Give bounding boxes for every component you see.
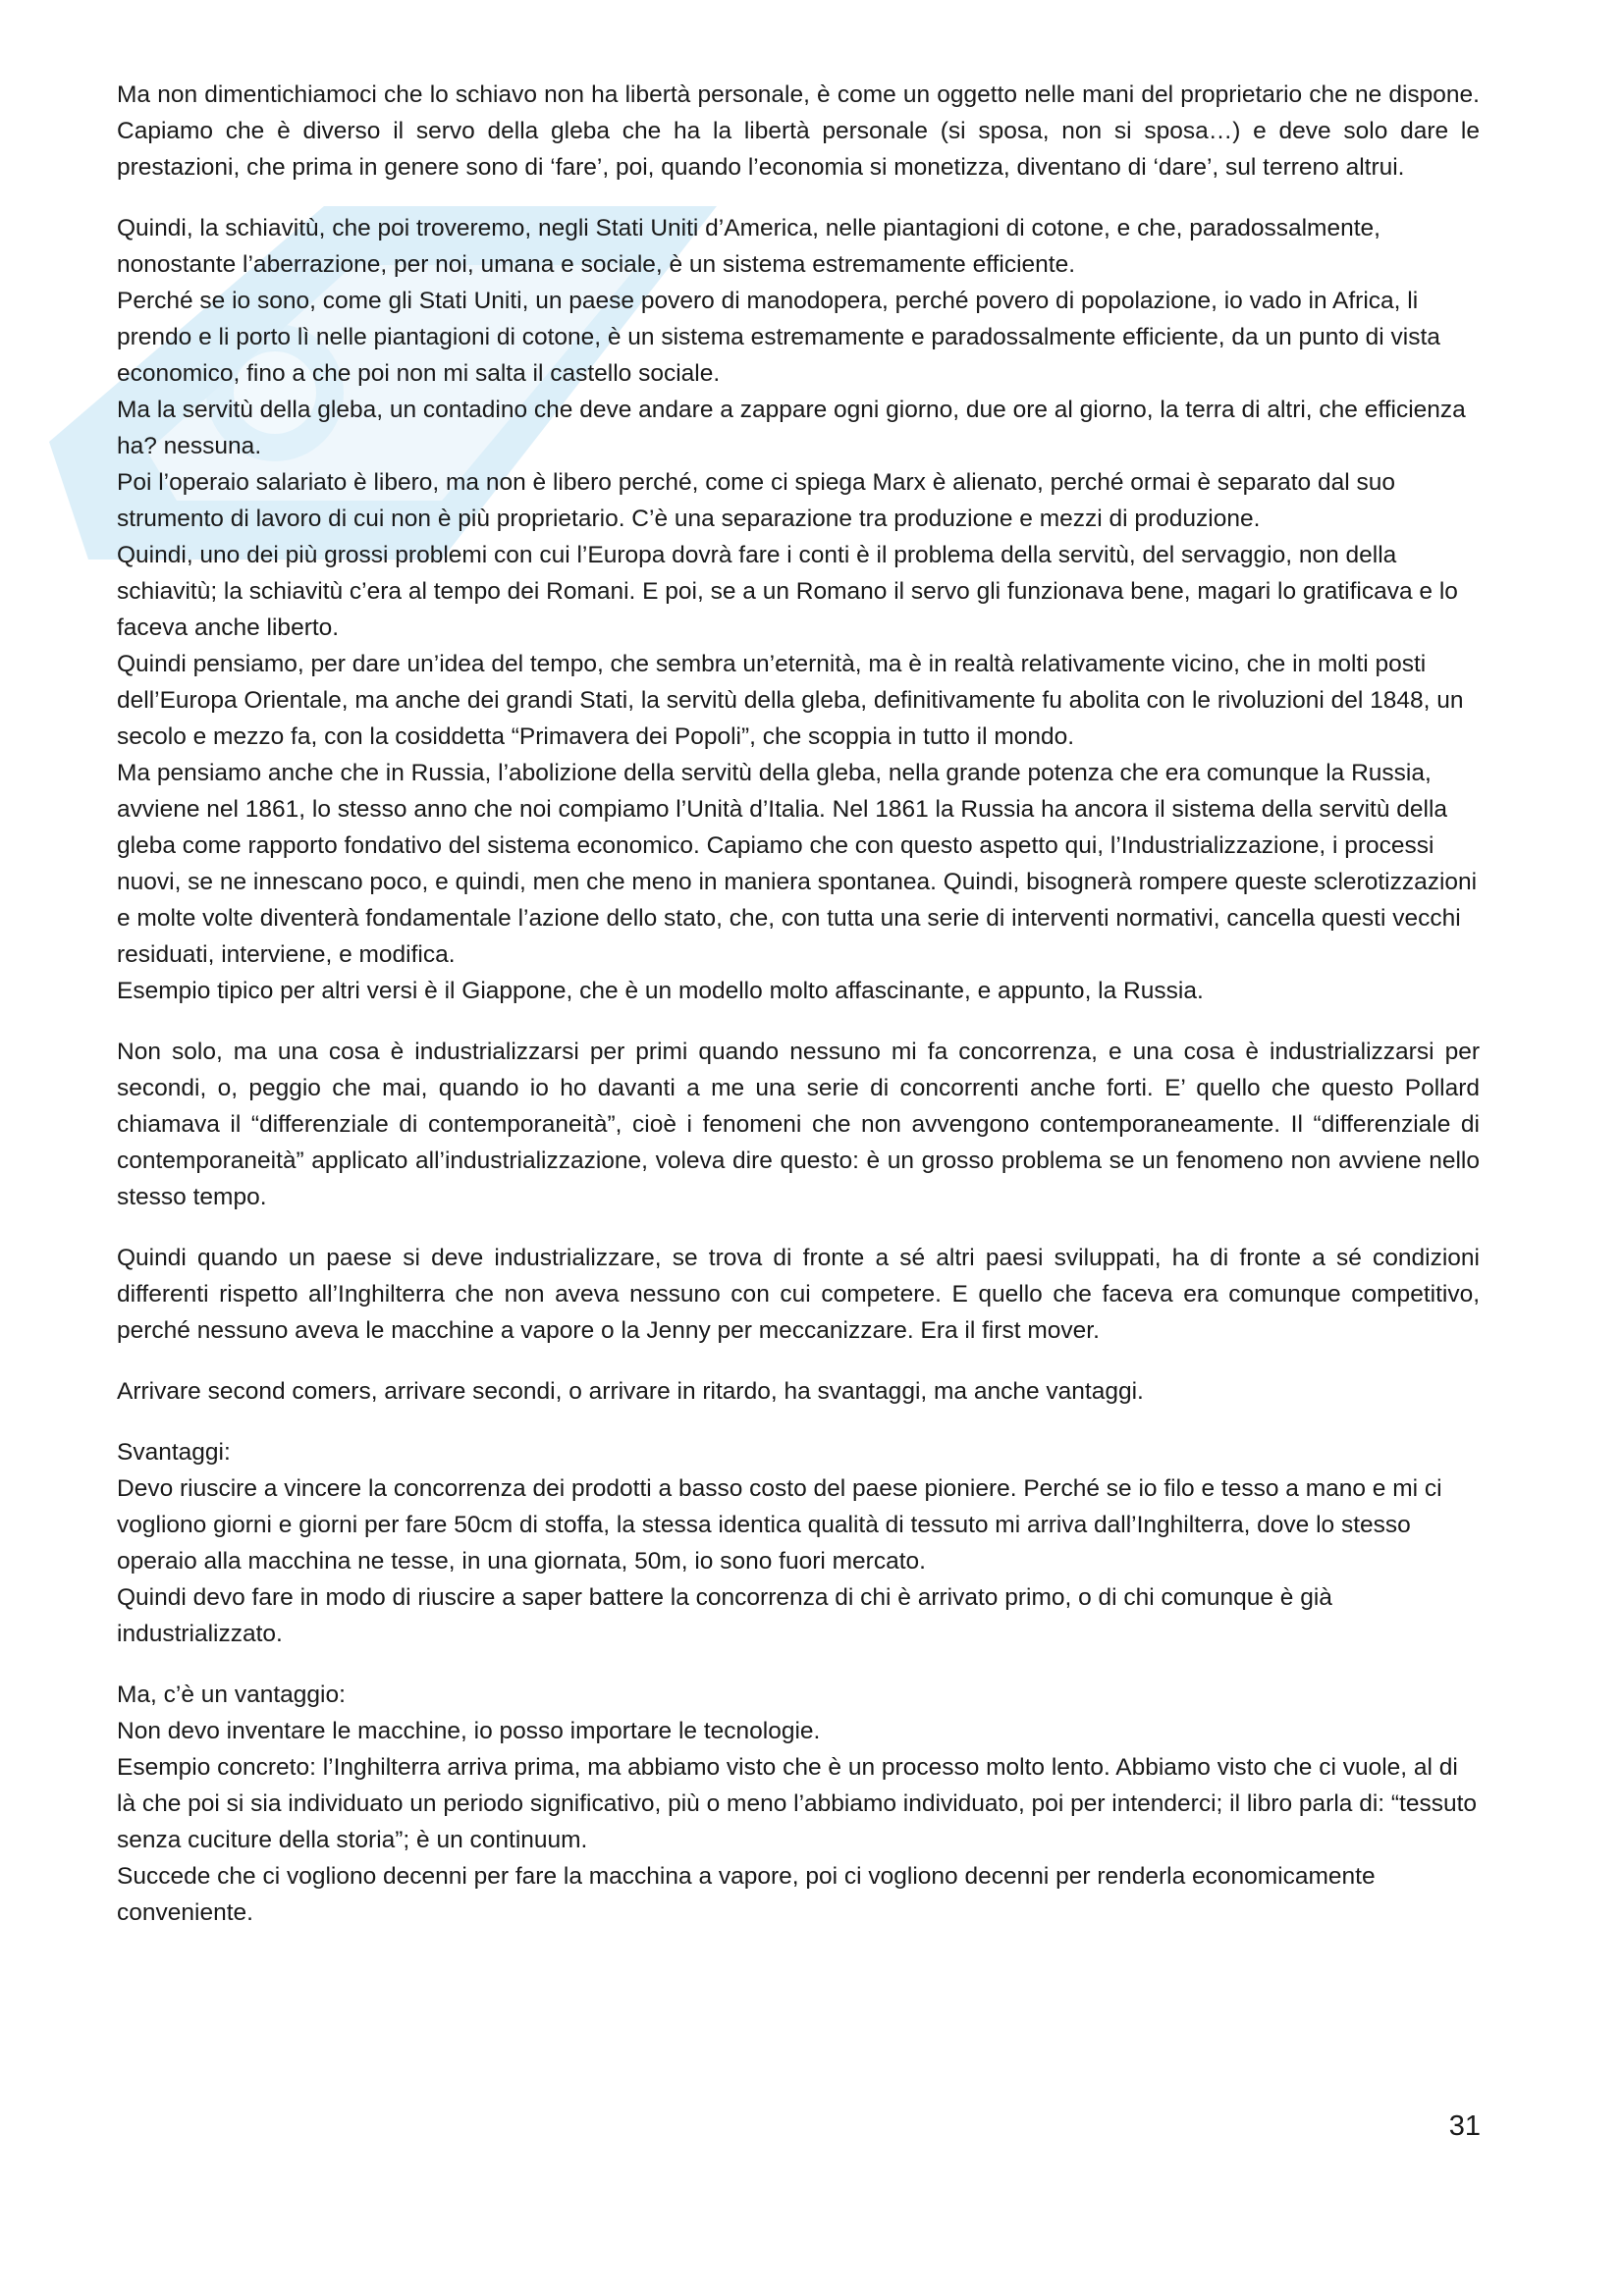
text-paragraph: Succede che ci vogliono decenni per fare la macchina a vapore, poi ci vogliono decenni per renderla economicamente conveniente. [117, 1863, 1376, 1926]
text-paragraph: Quindi quando un paese si deve industrializzare, se trova di fronte a sé altri paesi sviluppati, ha di fronte a sé condizioni differenti rispetto all’Inghilterra che non aveva nessuno con cui competere. E quello che faceva era comunque competitivo, perché nessuno aveva le macchine a vapore o la Jenny per meccanizzare. Era il first mover. [117, 1245, 1480, 1344]
paragraph-differenziale [117, 1034, 1480, 1215]
paragraph-schiavo [117, 77, 1480, 186]
paragraph-first-mover [117, 1240, 1480, 1349]
section-svantaggi [117, 1434, 1480, 1652]
text-paragraph: Quindi, la schiavitù, che poi troveremo, negli Stati Uniti d’America, nelle piantagioni di cotone, e che, paradossalmente, nonostante l’aberrazione, per noi, umana e sociale, è un sistema estremamente efficiente. [117, 215, 1380, 278]
text-paragraph: Esempio concreto: l’Inghilterra arriva prima, ma abbiamo visto che è un processo molto lento. Abbiamo visto che ci vuole, al di là che poi si sia individuato un periodo significativo, più o meno l’abbiamo individuato, poi per intenderci; il libro parla di: “tessuto senza cuciture della storia”; è un continuum. [117, 1754, 1478, 1853]
section-vantaggio [117, 1677, 1480, 1931]
text-paragraph: Devo riuscire a vincere la concorrenza dei prodotti a basso costo del paese pioniere. Perché se io filo e tesso a mano e mi ci vogliono giorni e giorni per fare 50cm di stoffa, la stessa identica qualità di tessuto mi arriva dall’Inghilterra, dove lo stesso operaio alla macchina ne tesse, in una giornata, 50m, io sono fuori mercato. [117, 1475, 1442, 1575]
paragraph-group-servitu [117, 210, 1480, 1009]
text-paragraph: Ma non dimentichiamoci che lo schiavo non ha libertà personale, è come un oggetto nelle mani del proprietario che ne dispone. Capiamo che è diverso il servo della gleba che ha la libertà personale (si sposa, non si sposa…) e deve solo dare le prestazioni, che prima in genere sono di ‘fare’, poi, quando l’economia si monetizza, diventano di ‘dare’, sul terreno altrui. [117, 81, 1480, 181]
text-paragraph: Quindi, uno dei più grossi problemi con cui l’Europa dovrà fare i conti è il problema della servitù, del servaggio, non della schiavitù; la schiavitù c’era al tempo dei Romani. E poi, se a un Romano il servo gli funzionava bene, magari lo gratificava e lo faceva anche liberto. [117, 542, 1458, 641]
text-paragraph: Non devo inventare le macchine, io posso importare le tecnologie. [117, 1718, 821, 1744]
document-body [117, 77, 1480, 1955]
section-heading: Ma, c’è un vantaggio: [117, 1682, 346, 1708]
text-paragraph: Perché se io sono, come gli Stati Uniti, un paese povero di manodopera, perché povero di popolazione, io vado in Africa, li prendo e li porto lì nelle piantagioni di cotone, è un sistema estremamente e paradossalmente efficiente, da un punto di vista economico, fino a che poi non mi salta il castello sociale. [117, 288, 1440, 387]
section-heading: Svantaggi: [117, 1439, 231, 1466]
text-paragraph: Ma pensiamo anche che in Russia, l’abolizione della servitù della gleba, nella grande potenza che era comunque la Russia, avviene nel 1861, lo stesso anno che noi compiamo l’Unità d’Italia. Nel 1861 la Russia ha ancora il sistema della servitù della gleba come rapporto fondativo del sistema economico. Capiamo che con questo aspetto qui, l’Industrializzazione, i processi nuovi, se ne innescano poco, e quindi, men che meno in maniera spontanea. Quindi, bisognerà rompere queste sclerotizzazioni e molte volte diventerà fondamentale l’azione dello stato, che, con tutta una serie di interventi normativi, cancella questi vecchi residuati, interviene, e modifica. [117, 760, 1478, 968]
text-paragraph: Arrivare second comers, arrivare secondi, o arrivare in ritardo, ha svantaggi, ma anche vantaggi. [117, 1378, 1144, 1405]
text-paragraph: Quindi devo fare in modo di riuscire a saper battere la concorrenza di chi è arrivato primo, o di chi comunque è già industrializzato. [117, 1584, 1332, 1647]
page-number: 31 [1448, 2110, 1481, 2142]
text-paragraph: Quindi pensiamo, per dare un’idea del tempo, che sembra un’eternità, ma è in realtà relativamente vicino, che in molti posti dell’Europa Orientale, ma anche dei grandi Stati, la servitù della gleba, definitivamente fu abolita con le rivoluzioni del 1848, un secolo e mezzo fa, con la cosiddetta “Primavera dei Popoli”, che scoppia in tutto il mondo. [117, 651, 1464, 750]
text-paragraph: Ma la servitù della gleba, un contadino che deve andare a zappare ogni giorno, due ore al giorno, la terra di altri, che efficienza ha? nessuna. [117, 397, 1466, 459]
text-paragraph: Non solo, ma una cosa è industrializzarsi per primi quando nessuno mi fa concorrenza, e una cosa è industrializzarsi per secondi, o, peggio che mai, quando io ho davanti a me una serie di concorrenti anche forti. E’ quello che questo Pollard chiamava il “differenziale di contemporaneità”, cioè i fenomeni che non avvengono contemporaneamente. Il “differenziale di contemporaneità” applicato all’industrializzazione, voleva dire questo: è un grosso problema se un fenomeno non avviene nello stesso tempo. [117, 1039, 1480, 1210]
text-paragraph: Poi l’operaio salariato è libero, ma non è libero perché, come ci spiega Marx è alienato, perché ormai è separato dal suo strumento di lavoro di cui non è più proprietario. C’è una separazione tra produzione e mezzi di produzione. [117, 469, 1395, 532]
paragraph-second-comers [117, 1373, 1480, 1410]
text-paragraph: Esempio tipico per altri versi è il Giappone, che è un modello molto affascinante, e appunto, la Russia. [117, 978, 1204, 1004]
